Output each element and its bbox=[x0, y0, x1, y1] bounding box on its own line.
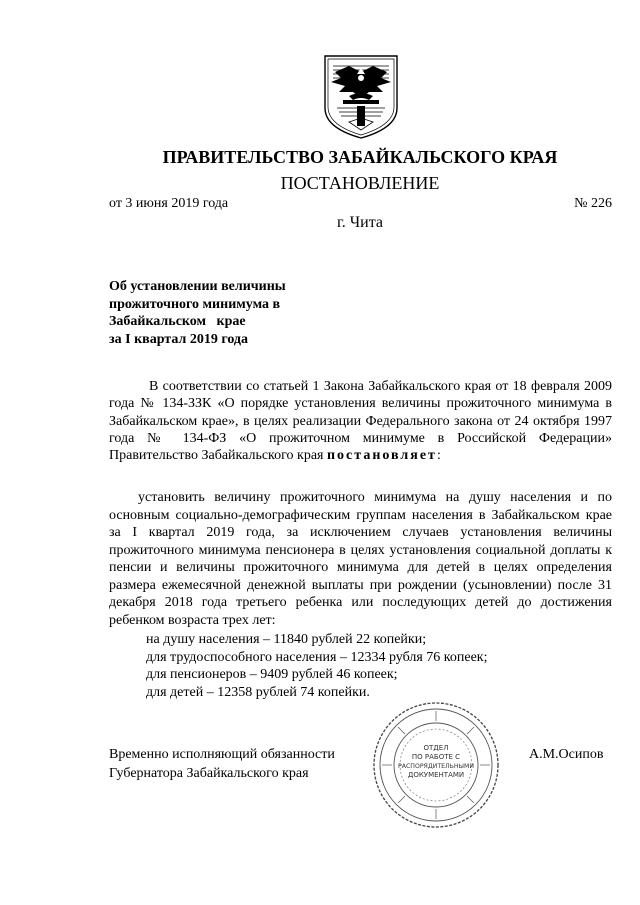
subject-line: за I квартал 2019 года bbox=[109, 331, 249, 347]
signatory-position-line: Временно исполняющий обязанности bbox=[109, 747, 335, 762]
coat-of-arms-icon bbox=[319, 52, 403, 140]
decree-colon: : bbox=[436, 448, 441, 464]
resolution-paragraph: установить величину прожиточного минимума на душу населения и по основным социально-демографическим группам населения в Забайкальском крае за I квартал 2019 года, за исключением случаев установления величины прожиточного минимума пенсионера в целях установления социальной доплаты к пенсии и величины прожиточного минимума для детей в целях определения размера ежемесячной денежной выплаты при рождении (усыновлении) после 31 декабря 2018 года третьего ребенка или последующих детей до достижения ребенком возраста трех лет: bbox=[109, 490, 612, 628]
stamp-line: ОТДЕЛ bbox=[423, 744, 449, 752]
signatory-position-line: Губернатора Забайкальского края bbox=[109, 766, 309, 781]
amounts-list bbox=[146, 631, 487, 701]
stamp-line: ДОКУМЕНТАМИ bbox=[407, 771, 465, 779]
document-subject bbox=[109, 278, 349, 348]
amount-item: для пенсионеров – 9409 рублей 46 копеек; bbox=[146, 667, 398, 682]
stamp-line: РАСПОРЯДИТЕЛЬНЫМИ bbox=[398, 763, 474, 770]
document-type: ПОСТАНОВЛЕНИЕ bbox=[280, 173, 440, 193]
preamble-paragraph bbox=[109, 378, 612, 464]
amount-item: на душу населения – 11840 рублей 22 копейки; bbox=[146, 632, 427, 647]
signatory-position bbox=[109, 745, 335, 783]
signatory-name: А.М.Осипов bbox=[529, 747, 604, 762]
stamp-line: ПО РАБОТЕ С bbox=[411, 753, 461, 761]
document-date: от 3 июня 2019 года bbox=[109, 196, 229, 211]
amount-item: для детей – 12358 рублей 74 копейки. bbox=[146, 684, 370, 700]
subject-line: Забайкальском крае bbox=[109, 314, 246, 329]
subject-line: Об установлении величины bbox=[109, 279, 286, 294]
amount-item: для трудоспособного населения – 12334 рубля 76 копеек; bbox=[146, 649, 488, 665]
preamble-text: В соответствии со статьей 1 Закона Забайкальского края от 18 февраля 2009 года № 134-ЗЗК «О порядке установления величины прожиточного минимума в Забайкальском крае», в целях реализации Федерального закона от 24 октября 1997 года № 134-ФЗ «О прожиточном минимуме в Российской Федерации» Правительство Забайкальского края bbox=[109, 379, 612, 464]
government-title: ПРАВИТЕЛЬСТВО ЗАБАЙКАЛЬСКОГО КРАЯ bbox=[162, 147, 558, 167]
document-city: г. Чита bbox=[336, 214, 383, 231]
official-stamp-icon bbox=[371, 700, 501, 830]
document-number: № 226 bbox=[574, 196, 612, 211]
subject-line: прожиточного минимума в bbox=[109, 296, 281, 312]
decree-word: постановляет bbox=[326, 448, 437, 464]
